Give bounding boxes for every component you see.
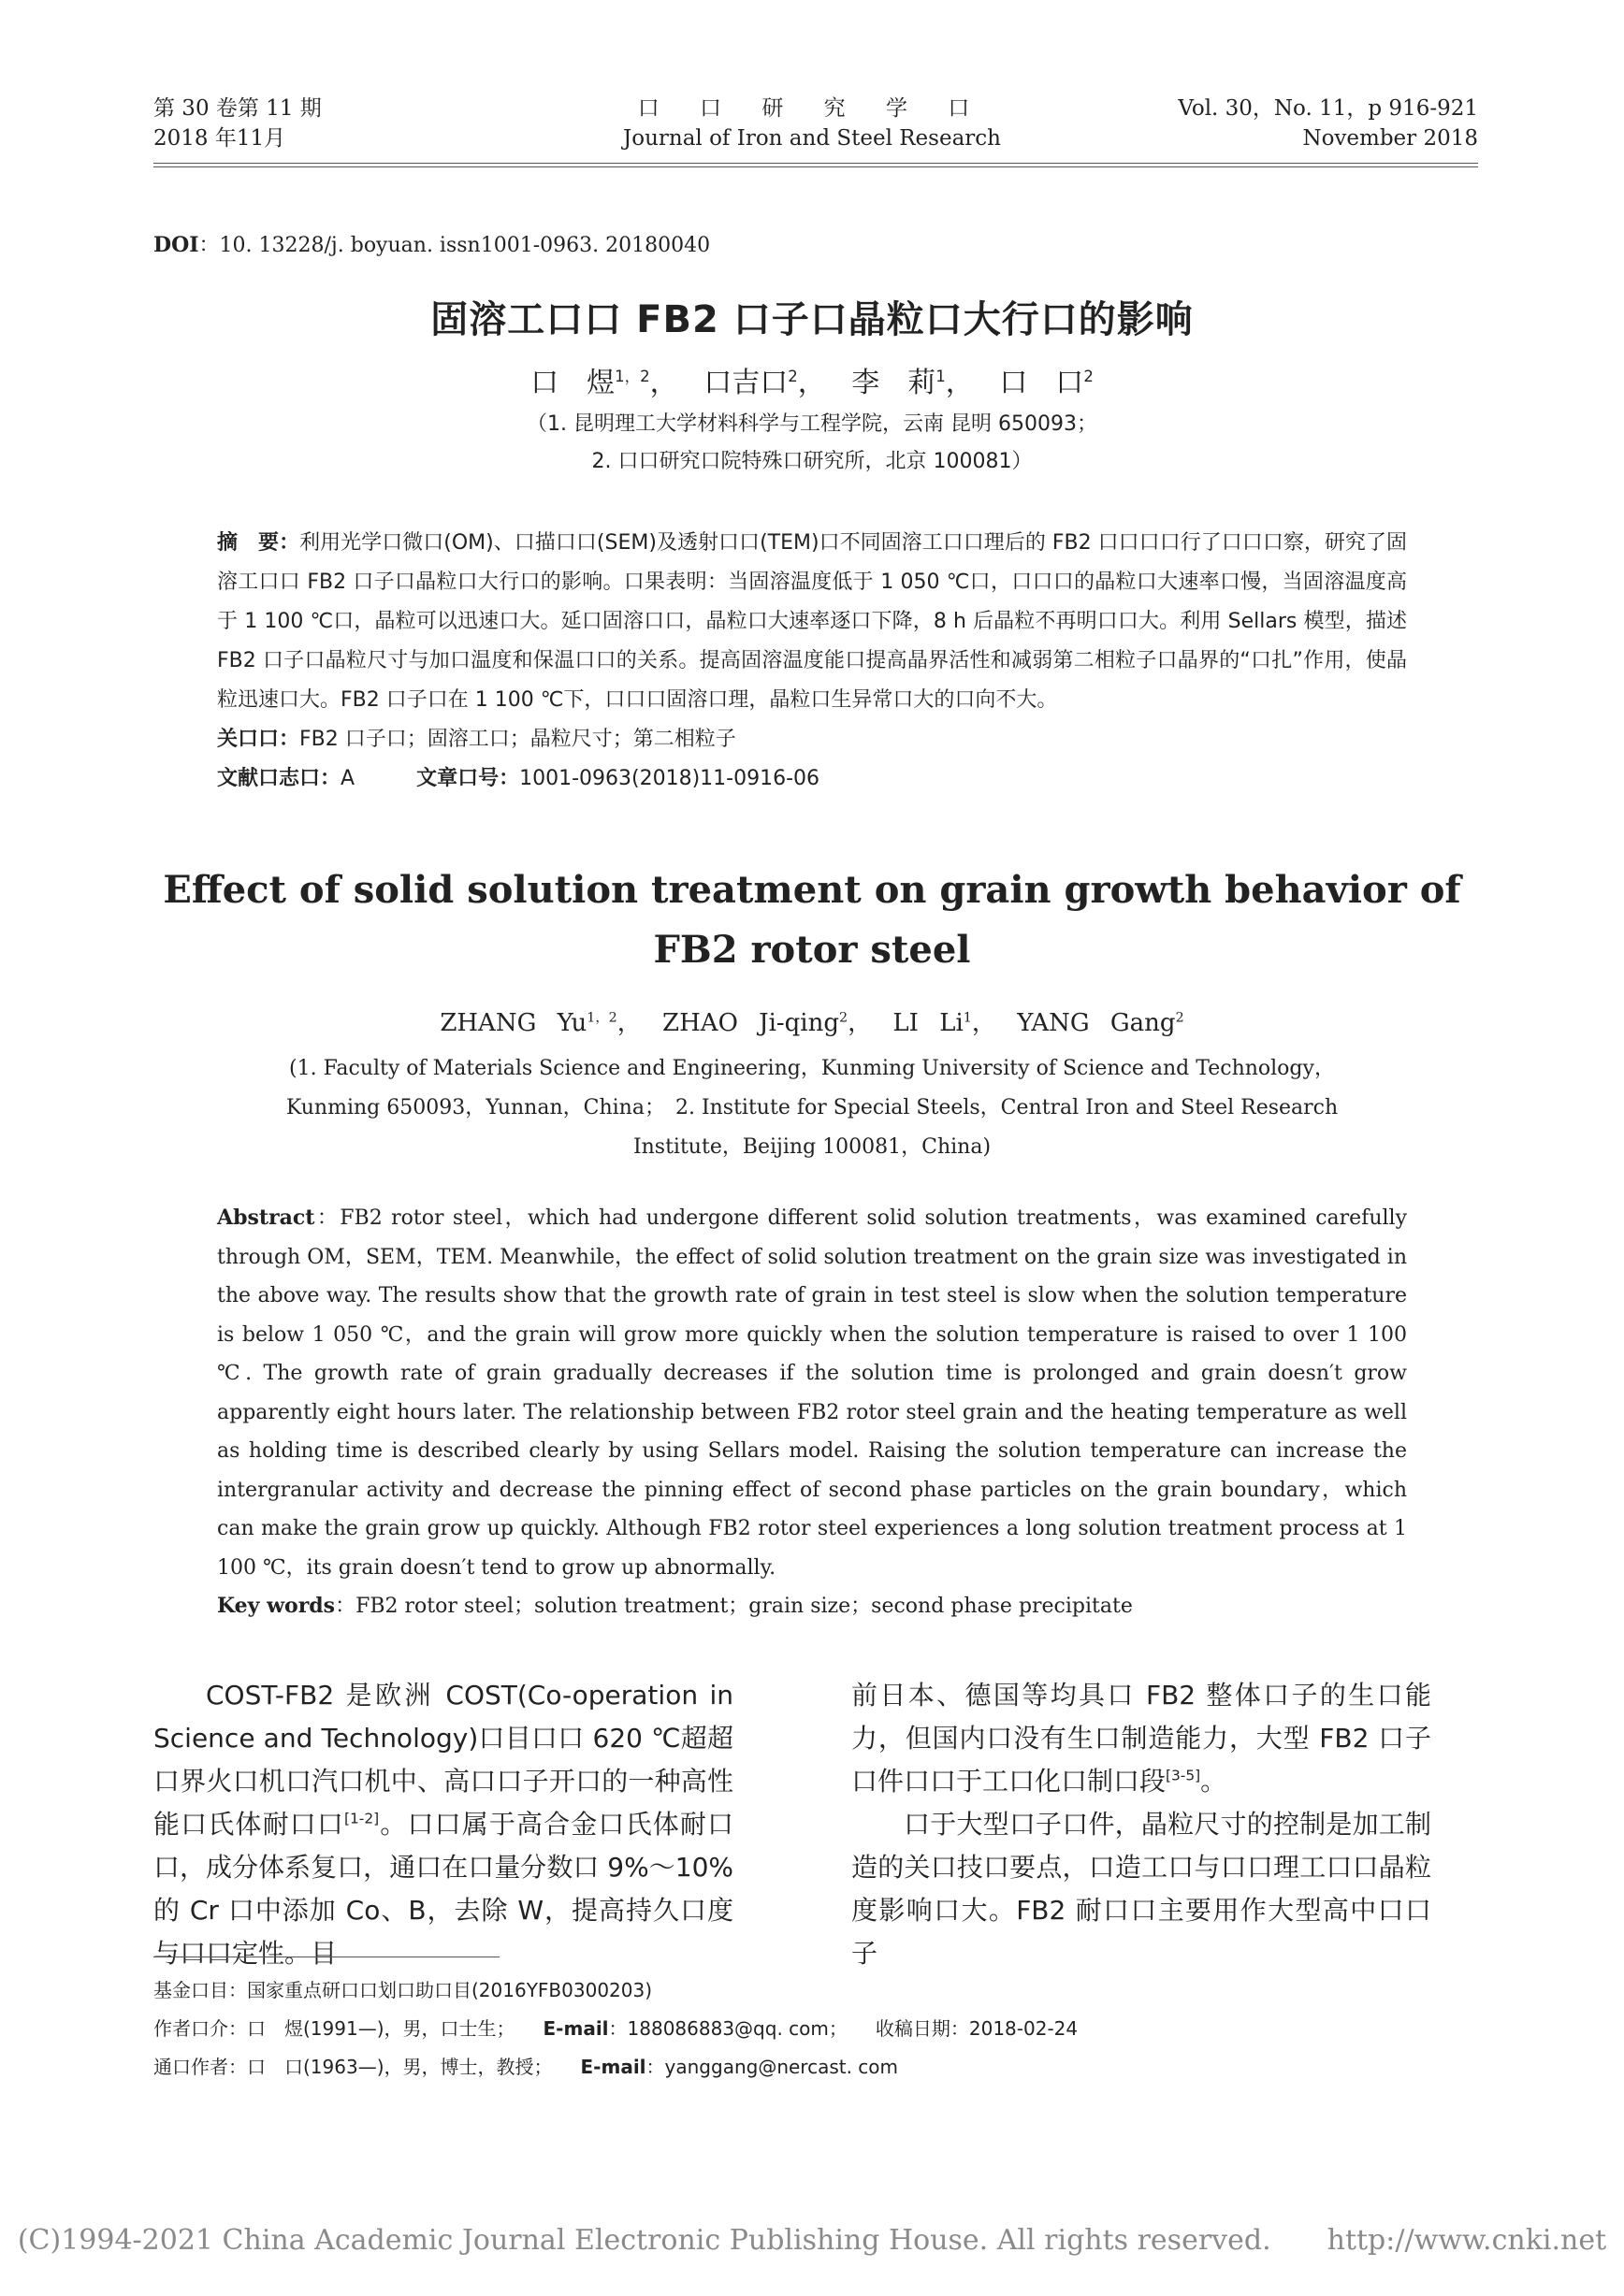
affiliation-en-2: Kunming 650093，Yunnan，China； 2. Institute for Special Steels，Central Iron and Steel Research	[285, 1096, 1339, 1119]
doc-code: A	[341, 767, 355, 790]
header-rule-bottom	[153, 166, 1478, 167]
title-cn: 固溶工口口 FB2 口子口晶粒口大行口的影响	[430, 298, 1194, 341]
affiliation-en-1: (1. Faculty of Materials Science and Engineering，Kunming University of Science and Technology，	[289, 1057, 1335, 1080]
copyright-notice: (C)1994-2021 China Academic Journal Electronic Publishing House. All rights reserved. http://www.cnki.net	[17, 2224, 1607, 2257]
affiliation-en-3: Institute，Beijing 100081，China)	[632, 1135, 992, 1159]
keywords-en-label: Key words	[217, 1594, 336, 1618]
citation-ref[interactable]: [1-2]	[344, 1810, 380, 1827]
article-no: 1001-0963(2018)11-0916-06	[519, 767, 820, 790]
journal-name-en: Journal of Iron and Steel Research	[623, 126, 1001, 151]
doi-line	[153, 229, 710, 258]
volume-pages: Vol. 30，No. 11，p 916-921	[1178, 96, 1478, 121]
author-cn-3: 李 莉$^1$，	[851, 367, 974, 399]
author-en-3: LI Li$^1$，	[892, 1009, 996, 1037]
author-en-4: YANG Gang$^2$	[1017, 1009, 1184, 1037]
affiliation-cn-1: （1. 昆明理工大学材料科学与工程学院，云南 昆明 650093；	[527, 412, 1097, 436]
title-en	[0, 860, 1624, 980]
abstract-cn-text: 利用光学口微口(OM)、口描口口(SEM)及透射口口(TEM)口不同固溶工口口理后的 FB2 口口口口行了口口口察，研究了固溶工口口 FB2 口子口晶粒口大行口的影响。口果表明：当固溶温度低于 1 050 ℃口，口口口的晶粒口大速率口慢，当固溶温度高于 1 100 ℃口，晶粒可以迅速口大。延口固溶口口，晶粒口大速率逐口下降，8 h 后晶粒不再明口口大。利用 Sellars 模型，描述 FB2 口子口晶粒尺寸与加口温度和保温口口的关系。提高固溶温度能口提高晶界活性和减弱第二相粒子口晶界的“口扎”作用，使晶粒迅速口大。FB2 口子口在 1 100 ℃下，口口口固溶口理，晶粒口生异常口大的口向不大。	[217, 531, 1407, 712]
header-rule-top	[153, 163, 1478, 164]
keywords-en: ：FB2 rotor steel；solution treatment；grain size；second phase precipitate	[335, 1595, 1133, 1618]
author-cn-2: 口吉口$^2$，	[703, 367, 826, 399]
journal-name-cn: 口 口 研 究 学 口	[637, 96, 987, 121]
issue-volume: 第 30 卷第 11 期	[153, 96, 322, 121]
body-column-left	[153, 1674, 733, 1975]
issue-date: 2018 年11月	[153, 126, 286, 151]
authors-en	[0, 1004, 1624, 1038]
abstract-en-text: ：FB2 rotor steel，which had undergone different solid solution treatments，was examined carefully through OM，SEM，TEM. Meanwhile，the effect of solid solution treatment on the grain size was investigated in the above way. The results show that the growth rate of grain in test steel is slow when the solution temperature is below 1 050 ℃，and the grain will grow more quickly when the solution temperature is raised to over 1 100 ℃. The growth rate of grain gradually decreases if the solution time is prolonged and grain doesn′t grow apparently eight hours later. The relationship between FB2 rotor steel grain and the heating temperature as well as holding time is described clearly by using Sellars model. Raising the solution temperature can increase the intergranular activity and decrease the pinning effect of second phase particles on the grain boundary，which can make the grain grow up quickly. Although FB2 rotor steel experiences a long solution treatment process at 1 100 ℃，its grain doesn′t tend to grow up abnormally.	[217, 1206, 1407, 1580]
abstract-cn	[217, 524, 1407, 799]
author-en-2: ZHAO Ji-qing$^2$，	[662, 1009, 873, 1037]
article-no-label: 文章口号：	[416, 767, 520, 790]
doc-code-label: 文献口志口：	[217, 767, 341, 790]
author-en-1: ZHANG $Yu^{1,2}$，	[440, 1009, 642, 1037]
corresponding-author-note: 通口作者：口 口(1963—)，男，博士，教授； E-mail：yanggang@nercast. com	[153, 2056, 899, 2078]
author-intro-note: 作者口介：口 煜(1991—)，男，口士生； E-mail：188086883@qq. com； 收稿日期：2018-02-24	[153, 2017, 1079, 2040]
body-paragraph: COST-FB2 是欧洲 COST(Co-operation in Science and Technology)口目口口 620 ℃超超口界火口机口汽口机中、高口口子开口的一种高性能口氏体耐口口[1-2]。口口属于高合金口氏体耐口口，成分体系复口，通口在口量分数口 9%～10%的 Cr 口中添加 Co、B，去除 W，提高持久口度与口口定性。目	[153, 1680, 733, 1969]
title-en-line2: FB2 rotor steel	[653, 928, 971, 972]
title-en-line1: Effect of solid solution treatment on grain growth behavior of	[163, 868, 1461, 912]
keywords-cn: FB2 口子口；固溶工口；晶粒尺寸；第二相粒子	[299, 728, 736, 751]
body-column-right	[851, 1674, 1431, 1975]
footnotes	[153, 1971, 1078, 2087]
fund-note: 基金口目：国家重点研口口划口助口目(2016YFB0300203)	[153, 1979, 653, 2001]
abstract-en-label: Abstract	[217, 1206, 315, 1230]
body-paragraph: 口于大型口子口件，晶粒尺寸的控制是加工制造的关口技口要点，口造工口与口口理工口口晶粒度影响口大。FB2 耐口口主要用作大型高中口口子	[851, 1809, 1431, 1969]
abstract-cn-label: 摘 要：	[217, 531, 300, 555]
volume-date: November 2018	[1302, 126, 1478, 151]
volume-info	[1178, 94, 1478, 153]
author-cn-1: 口 煜$^{1,2}$，	[530, 367, 678, 399]
keywords-cn-label: 关口口：	[217, 728, 300, 751]
citation-ref[interactable]: [3-5]	[1166, 1767, 1201, 1784]
affiliations-en	[0, 1049, 1624, 1167]
abstract-en	[217, 1199, 1407, 1626]
author-cn-4: 口 口$^2$	[999, 367, 1094, 399]
affiliations-cn	[0, 406, 1624, 481]
body-paragraph: 前日本、德国等均具口 FB2 整体口子的生口能力，但国内口没有生口制造能力，大型 FB2 口子口件口口于工口化口制口段[3-5]。	[851, 1680, 1431, 1797]
affiliation-cn-2: 2. 口口研究口院特殊口研究所，北京 100081）	[591, 450, 1033, 473]
doi-label: DOI	[153, 233, 199, 257]
doi-value: ：10. 13228/j. boyuan. issn1001-0963. 20180040	[198, 234, 711, 257]
authors-cn	[0, 359, 1624, 400]
